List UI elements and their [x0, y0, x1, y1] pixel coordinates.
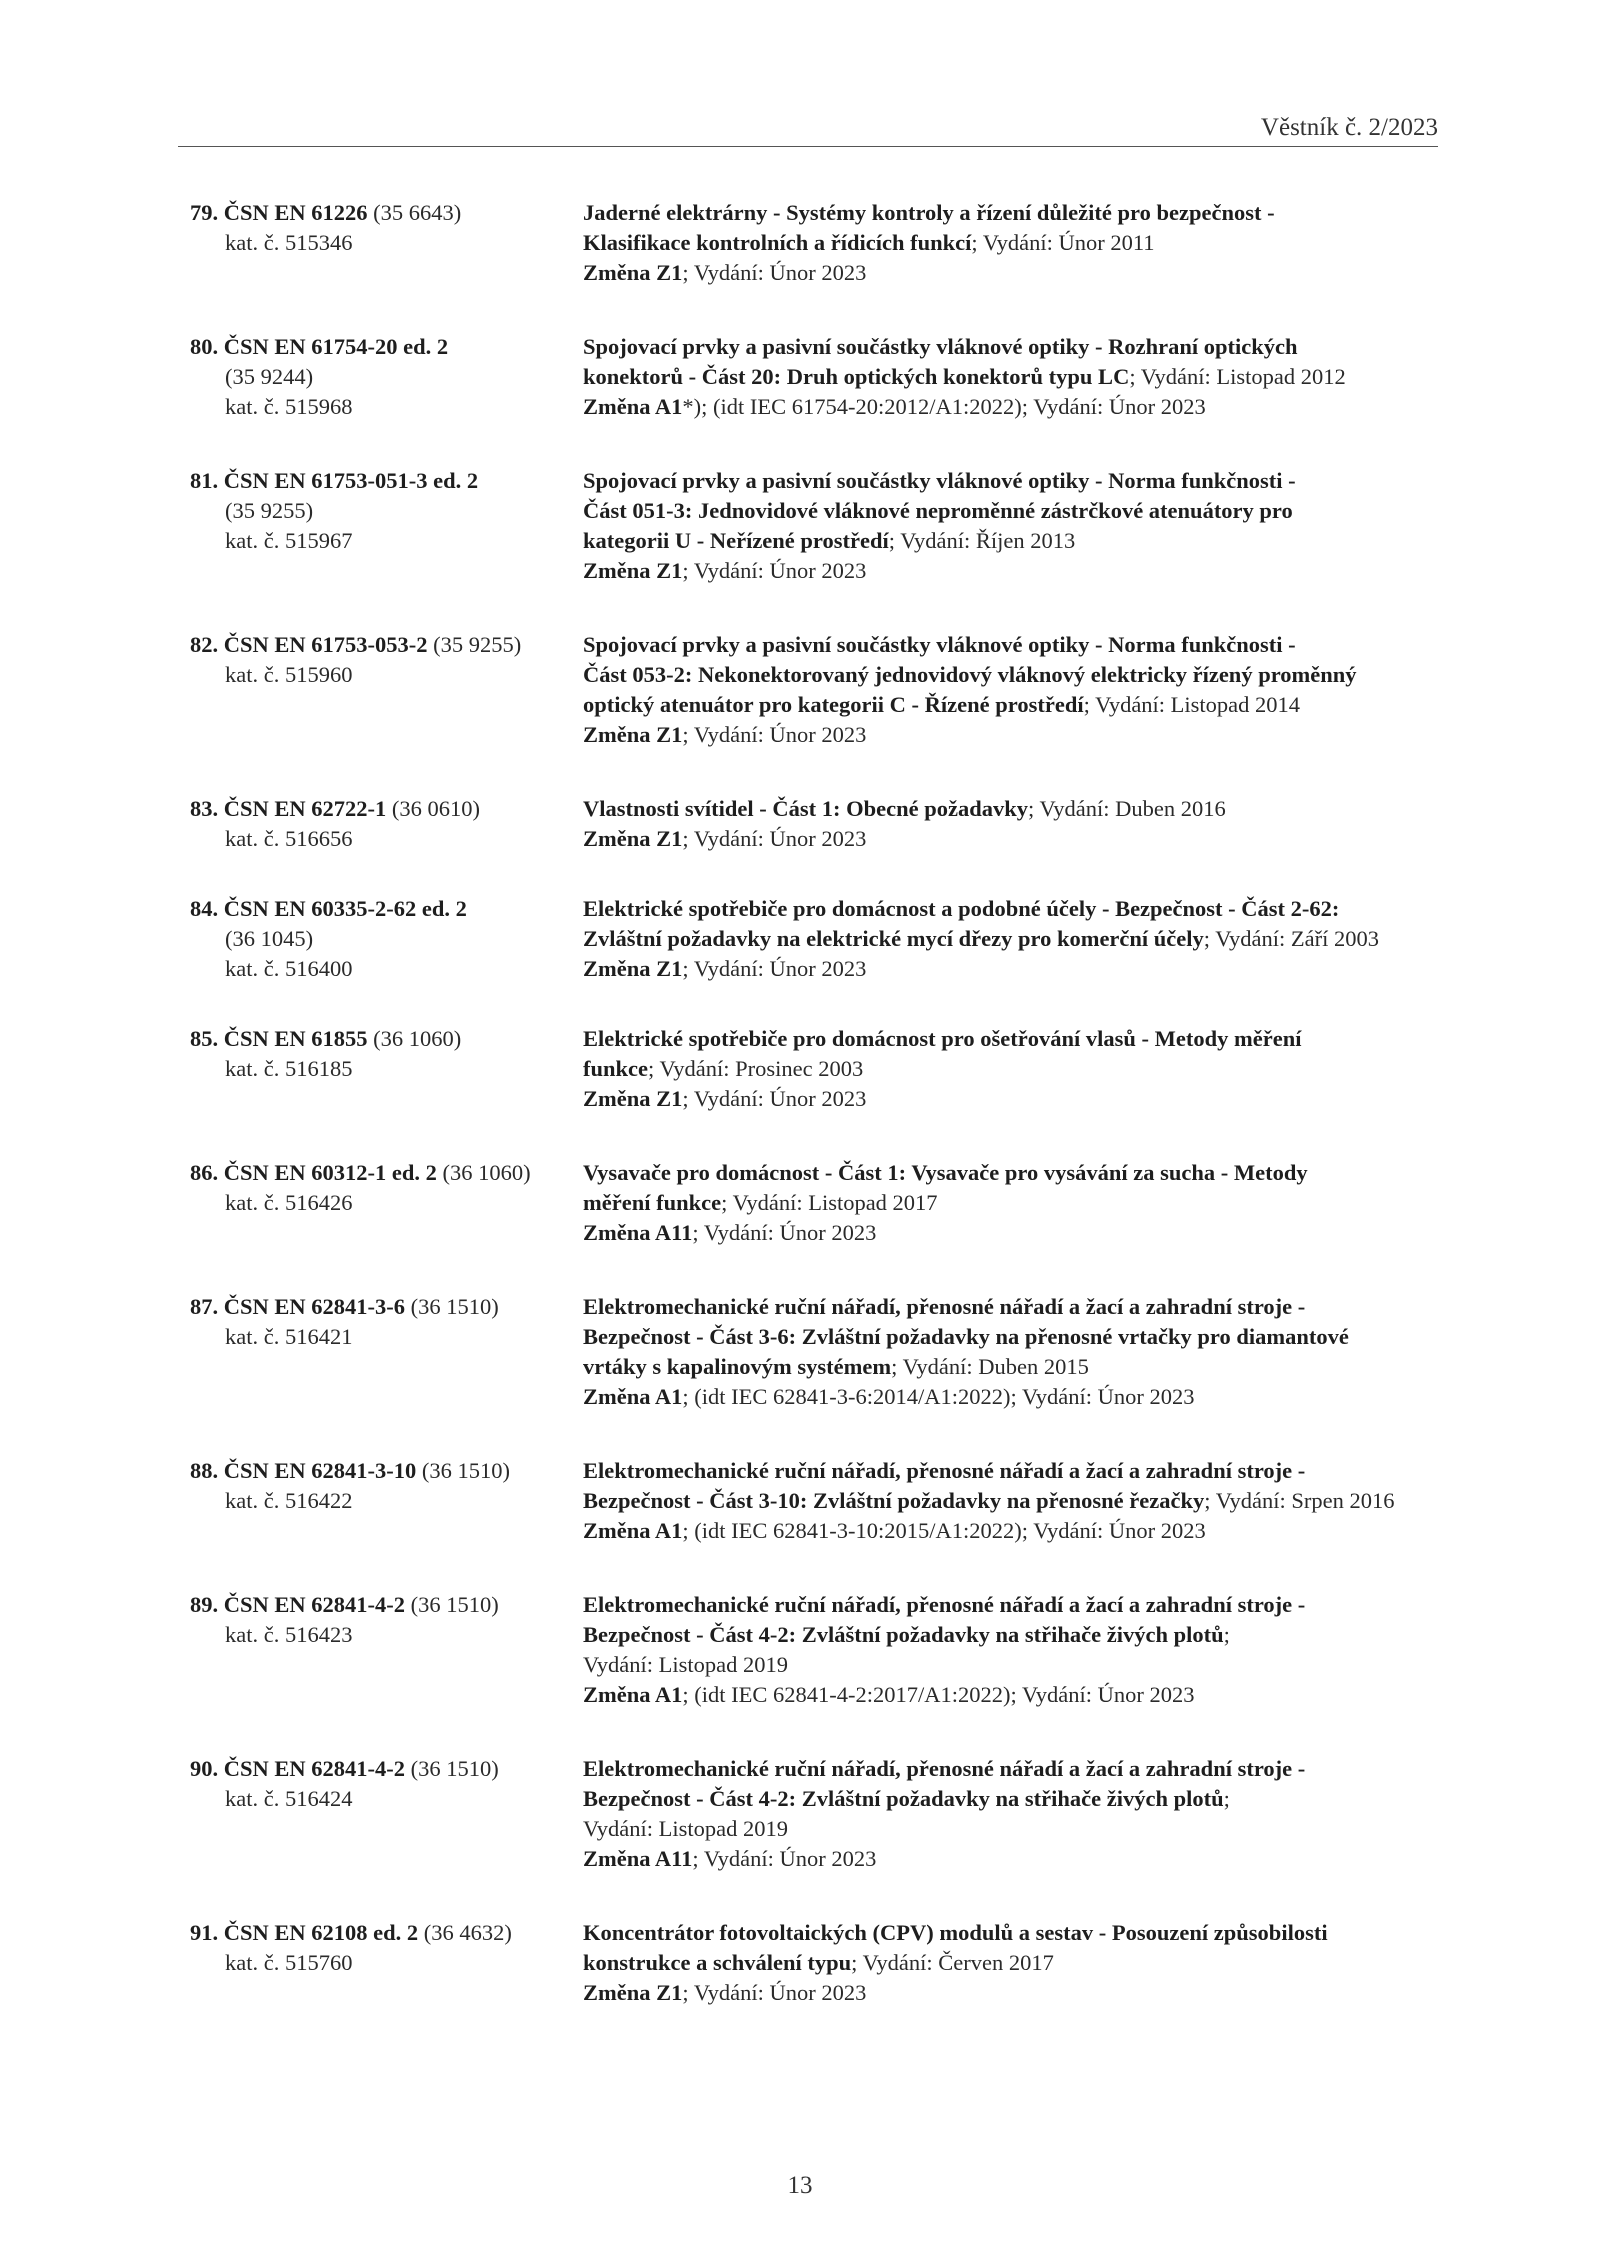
description-line — [583, 198, 1440, 228]
description-line — [583, 1948, 1440, 1978]
standard-description — [583, 466, 1440, 586]
description-detail: ; Vydání: Únor 2023 — [692, 1220, 877, 1245]
standard-entry — [190, 630, 1440, 750]
description-detail: ; — [1223, 1786, 1230, 1811]
description-title: Změna Z1 — [583, 1980, 683, 2005]
description-title: Změna Z1 — [583, 826, 683, 851]
description-line — [583, 794, 1440, 824]
description-line — [583, 392, 1440, 422]
description-line — [583, 362, 1440, 392]
standard-entry — [190, 198, 1440, 288]
standard-entry — [190, 794, 1440, 854]
standard-entry — [190, 1158, 1440, 1248]
standard-description — [583, 1292, 1440, 1412]
description-title: Elektrické spotřebiče pro domácnost pro ošetřování vlasů - Metody měření — [583, 1026, 1302, 1051]
standard-designation: ČSN EN 62841-4-2 — [223, 1756, 406, 1781]
classification-code: (35 6643) — [373, 200, 462, 225]
standard-identifier — [190, 1292, 583, 1412]
catalog-number: kat. č. 516185 — [225, 1056, 353, 1081]
catalog-number: kat. č. 516422 — [225, 1488, 353, 1513]
description-title: Elektromechanické ruční nářadí, přenosné nářadí a žací a zahradní stroje - — [583, 1756, 1306, 1781]
description-line — [583, 690, 1440, 720]
description-line — [583, 894, 1440, 924]
classification-code: (36 1045) — [225, 926, 314, 951]
description-title: Zvláštní požadavky na elektrické mycí dřezy pro komerční účely — [583, 926, 1204, 951]
catalog-number: kat. č. 515967 — [225, 528, 353, 553]
description-line — [583, 1590, 1440, 1620]
description-detail: ; Vydání: Listopad 2017 — [721, 1190, 938, 1215]
description-detail: ; Vydání: Prosinec 2003 — [648, 1056, 864, 1081]
standard-identifier — [190, 332, 583, 422]
description-line — [583, 526, 1440, 556]
description-title: měření funkce — [583, 1190, 722, 1215]
classification-code: (36 1510) — [421, 1458, 511, 1483]
standard-designation: ČSN EN 61753-051-3 ed. 2 — [223, 468, 479, 493]
description-line — [583, 1814, 1440, 1844]
standard-description — [583, 1754, 1440, 1874]
description-detail: ; Vydání: Duben 2015 — [891, 1354, 1089, 1379]
description-title: Bezpečnost - Část 3-10: Zvláštní požadavky na přenosné řezačky — [583, 1488, 1205, 1513]
standard-designation: ČSN EN 61754-20 ed. 2 — [223, 334, 449, 359]
catalog-number: kat. č. 516400 — [225, 956, 353, 981]
description-title: kategorii U - Neřízené prostředí — [583, 528, 889, 553]
description-title: Změna A1 — [583, 1682, 683, 1707]
standard-identifier — [190, 894, 583, 984]
standard-designation: ČSN EN 60312-1 ed. 2 — [223, 1160, 437, 1185]
classification-code: (36 1510) — [410, 1756, 499, 1781]
standard-designation: ČSN EN 62841-3-10 — [223, 1458, 417, 1483]
description-detail: ; Vydání: Červen 2017 — [851, 1950, 1054, 1975]
classification-code: (35 9255) — [225, 498, 314, 523]
description-title: Změna Z1 — [583, 722, 683, 747]
standard-identifier — [190, 794, 583, 854]
description-detail: ; Vydání: Únor 2023 — [682, 260, 867, 285]
description-line — [583, 1084, 1440, 1114]
standard-identifier — [190, 1754, 583, 1874]
description-detail: ; Vydání: Duben 2016 — [1028, 796, 1226, 821]
standard-identifier — [190, 630, 583, 750]
description-title: Změna Z1 — [583, 260, 683, 285]
standard-entry — [190, 1918, 1440, 2008]
description-title: optický atenuátor pro kategorii C - Řízené prostředí — [583, 692, 1084, 717]
standard-designation: ČSN EN 62841-4-2 — [223, 1592, 406, 1617]
entry-number: 91. — [190, 1920, 219, 1945]
standard-identifier — [190, 1024, 583, 1114]
standard-description — [583, 1024, 1440, 1114]
description-title: Změna A1 — [583, 1384, 683, 1409]
standard-description — [583, 1158, 1440, 1248]
description-line — [583, 1680, 1440, 1710]
description-title: funkce — [583, 1056, 649, 1081]
standard-description — [583, 1590, 1440, 1710]
description-detail: ; (idt IEC 62841-4-2:2017/A1:2022); Vydání: Únor 2023 — [682, 1682, 1195, 1707]
description-title: Bezpečnost - Část 4-2: Zvláštní požadavky na střihače živých plotů — [583, 1786, 1224, 1811]
description-line — [583, 924, 1440, 954]
standard-designation: ČSN EN 62108 ed. 2 — [223, 1920, 419, 1945]
standard-designation: ČSN EN 61855 — [223, 1026, 368, 1051]
description-detail: ; Vydání: Únor 2023 — [682, 722, 867, 747]
description-line — [583, 1650, 1440, 1680]
description-detail: ; Vydání: Únor 2023 — [682, 1980, 867, 2005]
description-line — [583, 1188, 1440, 1218]
description-title: Spojovací prvky a pasivní součástky vláknové optiky - Norma funkčnosti - — [583, 632, 1296, 657]
description-title: konektorů - Část 20: Druh optických konektorů typu LC — [583, 364, 1130, 389]
classification-code: (36 1060) — [373, 1026, 462, 1051]
description-line — [583, 258, 1440, 288]
description-title: Vlastnosti svítidel - Část 1: Obecné požadavky — [583, 796, 1029, 821]
description-line — [583, 1486, 1440, 1516]
description-line — [583, 1754, 1440, 1784]
description-detail: ; Vydání: Listopad 2014 — [1083, 692, 1301, 717]
standard-designation: ČSN EN 62841-3-6 — [223, 1294, 406, 1319]
description-line — [583, 1620, 1440, 1650]
entry-number: 90. — [190, 1756, 219, 1781]
page-header-title: Věstník č. 2/2023 — [1260, 114, 1438, 141]
standard-description — [583, 332, 1440, 422]
description-title: Koncentrátor fotovoltaických (CPV) modulů a sestav - Posouzení způsobilosti — [583, 1920, 1328, 1945]
description-title: Změna Z1 — [583, 1086, 683, 1111]
description-detail: ; (idt IEC 62841-3-10:2015/A1:2022); Vydání: Únor 2023 — [682, 1518, 1206, 1543]
standard-designation: ČSN EN 61753-053-2 — [223, 632, 428, 657]
description-detail: ; Vydání: Únor 2023 — [692, 1846, 877, 1871]
description-title: Část 051-3: Jednovidové vláknové neproměnné zástrčkové atenuátory pro — [583, 498, 1293, 523]
description-detail: ; Vydání: Září 2003 — [1203, 926, 1379, 951]
description-line — [583, 1218, 1440, 1248]
description-title: Elektromechanické ruční nářadí, přenosné nářadí a žací a zahradní stroje - — [583, 1458, 1306, 1483]
standard-entry — [190, 894, 1440, 984]
standard-entry — [190, 1456, 1440, 1546]
entry-number: 79. — [190, 200, 219, 225]
description-line — [583, 1352, 1440, 1382]
entry-number: 81. — [190, 468, 219, 493]
catalog-number: kat. č. 516423 — [225, 1622, 353, 1647]
catalog-number: kat. č. 516656 — [225, 826, 353, 851]
description-detail: ; Vydání: Únor 2023 — [682, 956, 867, 981]
entry-number: 84. — [190, 896, 219, 921]
description-line — [583, 466, 1440, 496]
description-line — [583, 496, 1440, 526]
description-detail: ; (idt IEC 62841-3-6:2014/A1:2022); Vydání: Únor 2023 — [682, 1384, 1195, 1409]
description-line — [583, 1456, 1440, 1486]
description-line — [583, 1918, 1440, 1948]
description-detail: ; Vydání: Únor 2023 — [682, 1086, 867, 1111]
description-detail: Vydání: Listopad 2019 — [583, 1816, 788, 1841]
description-detail: ; Vydání: Srpen 2016 — [1204, 1488, 1395, 1513]
entry-number: 87. — [190, 1294, 219, 1319]
description-title: Změna A11 — [583, 1846, 693, 1871]
standard-identifier — [190, 1158, 583, 1248]
description-title: Klasifikace kontrolních a řídicích funkcí — [583, 230, 972, 255]
description-line — [583, 1158, 1440, 1188]
description-title: vrtáky s kapalinovým systémem — [583, 1354, 892, 1379]
description-detail: ; — [1223, 1622, 1230, 1647]
standard-description — [583, 1918, 1440, 2008]
description-title: Elektromechanické ruční nářadí, přenosné nářadí a žací a zahradní stroje - — [583, 1294, 1306, 1319]
description-title: Změna A1 — [583, 1518, 683, 1543]
standard-description — [583, 198, 1440, 288]
description-detail: ; Vydání: Únor 2023 — [682, 558, 867, 583]
description-detail: ; Vydání: Únor 2023 — [682, 826, 867, 851]
description-title: Jaderné elektrárny - Systémy kontroly a řízení důležité pro bezpečnost - — [583, 200, 1275, 225]
description-line — [583, 630, 1440, 660]
standard-entry — [190, 1292, 1440, 1412]
standard-description — [583, 630, 1440, 750]
classification-code: (36 1510) — [410, 1592, 499, 1617]
standard-entry — [190, 1024, 1440, 1114]
description-line — [583, 824, 1440, 854]
catalog-number: kat. č. 516426 — [225, 1190, 353, 1215]
description-detail: ; Vydání: Říjen 2013 — [888, 528, 1076, 553]
standard-description — [583, 1456, 1440, 1546]
standard-identifier — [190, 1590, 583, 1710]
description-line — [583, 1978, 1440, 2008]
standard-identifier — [190, 198, 583, 288]
description-line — [583, 660, 1440, 690]
description-title: Část 053-2: Nekonektorovaný jednovidový vláknový elektricky řízený proměnný — [583, 662, 1357, 687]
description-line — [583, 1784, 1440, 1814]
description-detail: *); (idt IEC 61754-20:2012/A1:2022); Vydání: Únor 2023 — [682, 394, 1206, 419]
description-line — [583, 720, 1440, 750]
description-detail: ; Vydání: Únor 2011 — [971, 230, 1155, 255]
page-header — [178, 112, 1438, 147]
description-title: Elektrické spotřebiče pro domácnost a podobné účely - Bezpečnost - Část 2-62: — [583, 896, 1340, 921]
entry-number: 80. — [190, 334, 219, 359]
catalog-number: kat. č. 516424 — [225, 1786, 353, 1811]
page-number: 13 — [787, 2172, 813, 2199]
classification-code: (36 1060) — [442, 1160, 531, 1185]
description-line — [583, 1292, 1440, 1322]
description-title: Elektromechanické ruční nářadí, přenosné nářadí a žací a zahradní stroje - — [583, 1592, 1306, 1617]
standard-identifier — [190, 466, 583, 586]
entry-number: 89. — [190, 1592, 219, 1617]
standard-identifier — [190, 1456, 583, 1546]
standard-entry — [190, 466, 1440, 586]
classification-code: (35 9244) — [225, 364, 314, 389]
standard-description — [583, 894, 1440, 984]
description-title: Spojovací prvky a pasivní součástky vláknové optiky - Rozhraní optických — [583, 334, 1298, 359]
standard-identifier — [190, 1918, 583, 2008]
description-line — [583, 1516, 1440, 1546]
catalog-number: kat. č. 515760 — [225, 1950, 353, 1975]
description-line — [583, 228, 1440, 258]
standard-entry — [190, 1754, 1440, 1874]
description-detail: Vydání: Listopad 2019 — [583, 1652, 788, 1677]
entry-number: 88. — [190, 1458, 219, 1483]
standards-list — [190, 198, 1440, 2052]
standard-designation: ČSN EN 61226 — [223, 200, 368, 225]
description-line — [583, 1844, 1440, 1874]
standard-designation: ČSN EN 60335-2-62 ed. 2 — [223, 896, 467, 921]
standard-description — [583, 794, 1440, 854]
description-line — [583, 332, 1440, 362]
standard-entry — [190, 1590, 1440, 1710]
description-detail: ; Vydání: Listopad 2012 — [1129, 364, 1346, 389]
entry-number: 82. — [190, 632, 219, 657]
description-title: Změna A11 — [583, 1220, 693, 1245]
catalog-number: kat. č. 515968 — [225, 394, 353, 419]
catalog-number: kat. č. 515346 — [225, 230, 353, 255]
description-title: Změna A1 — [583, 394, 683, 419]
classification-code: (35 9255) — [433, 632, 522, 657]
classification-code: (36 1510) — [410, 1294, 499, 1319]
description-title: Změna Z1 — [583, 558, 683, 583]
description-line — [583, 1054, 1440, 1084]
standard-designation: ČSN EN 62722-1 — [223, 796, 387, 821]
description-line — [583, 954, 1440, 984]
description-line — [583, 1382, 1440, 1412]
description-line — [583, 1024, 1440, 1054]
description-title: Změna Z1 — [583, 956, 683, 981]
description-line — [583, 556, 1440, 586]
description-title: Bezpečnost - Část 3-6: Zvláštní požadavky na přenosné vrtačky pro diamantové — [583, 1324, 1349, 1349]
classification-code: (36 4632) — [423, 1920, 512, 1945]
description-title: Vysavače pro domácnost - Část 1: Vysavače pro vysávání za sucha - Metody — [583, 1160, 1308, 1185]
description-title: konstrukce a schválení typu — [583, 1950, 852, 1975]
catalog-number: kat. č. 516421 — [225, 1324, 353, 1349]
standard-entry — [190, 332, 1440, 422]
description-title: Spojovací prvky a pasivní součástky vláknové optiky - Norma funkčnosti - — [583, 468, 1296, 493]
entry-number: 83. — [190, 796, 219, 821]
classification-code: (36 0610) — [391, 796, 481, 821]
description-line — [583, 1322, 1440, 1352]
entry-number: 85. — [190, 1026, 219, 1051]
catalog-number: kat. č. 515960 — [225, 662, 353, 687]
entry-number: 86. — [190, 1160, 219, 1185]
description-title: Bezpečnost - Část 4-2: Zvláštní požadavky na střihače živých plotů — [583, 1622, 1224, 1647]
